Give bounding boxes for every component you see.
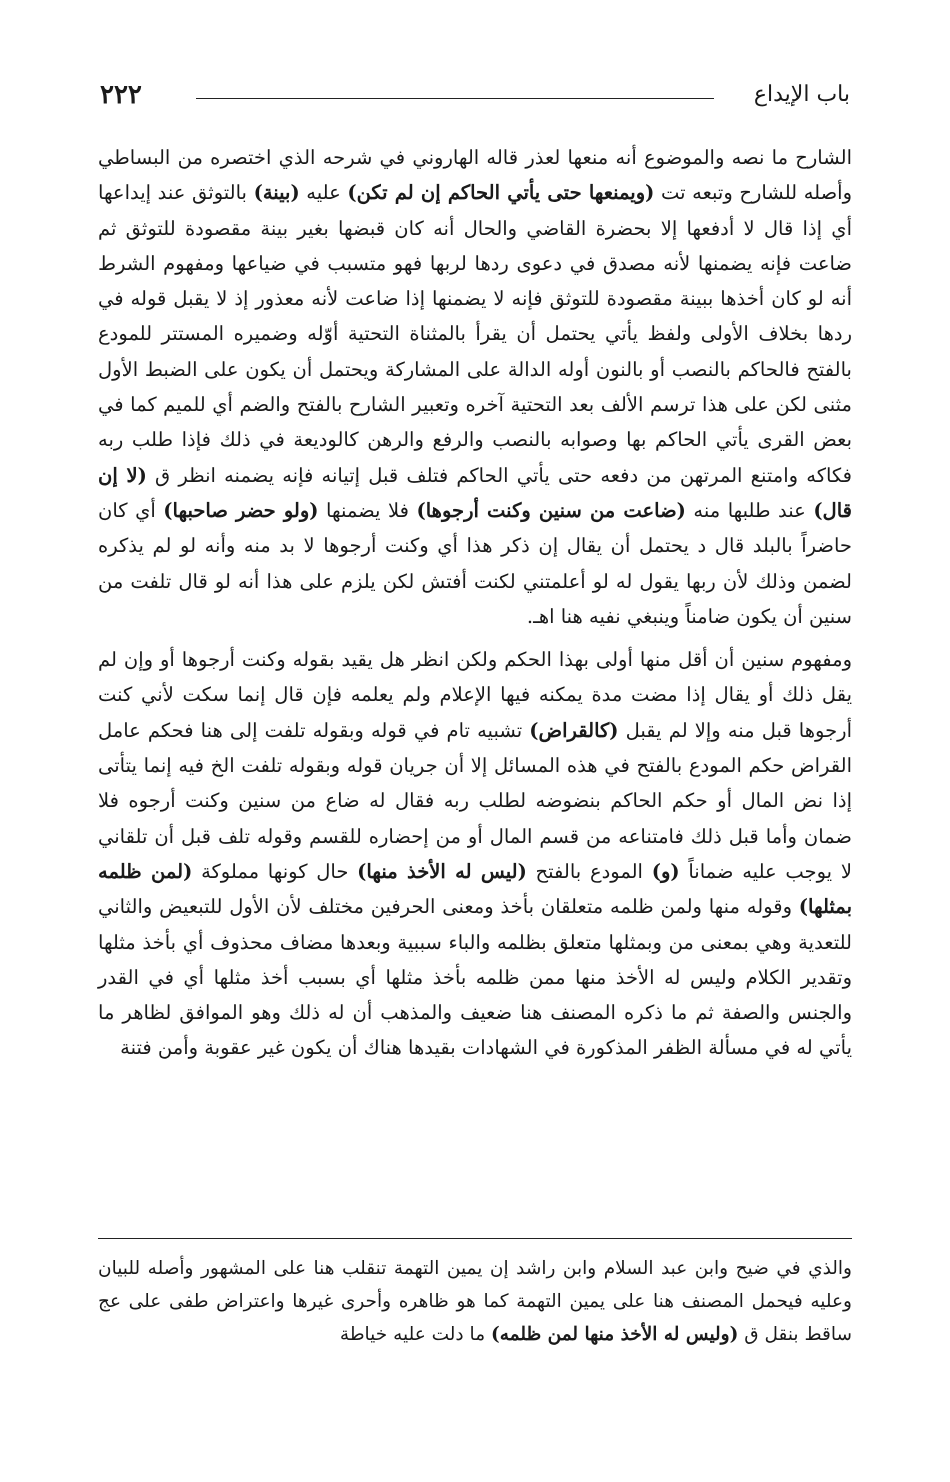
text-run: فلا يضمنها [318, 498, 417, 522]
footnote-separator [98, 1238, 852, 1239]
matn-text: (ولو حضر صاحبها) [163, 498, 319, 522]
page-number: ٢٢٢ [100, 80, 142, 110]
matn-text: (ويمنعها حتى يأتي الحاكم إن لم تكن) [347, 181, 655, 205]
text-run: ومفهوم سنين أن أقل منها أولى بهذا الحكم ولكن انظر هل يقيد بقوله وكنت أرجوها أو وإن لم يقل ذلك أو يقال إذا مضت مدة يمكنه فيها الإعلام ولم يعلمه فإن قال إنما سكت لأني كنت أرجوها قبل منه وإلا لم يقبل [98, 648, 852, 742]
paragraph [98, 642, 852, 1066]
paragraph [98, 140, 852, 634]
matn-text: (ليس له الأخذ منها) [357, 859, 527, 883]
text-run: تشبيه تام في قوله وبقوله تلفت إلى هنا فحكم عامل القراض حكم المودع بالفتح في هذه المسائل إلا أن جريان قوله وبقوله تلفت الخ فيه إنما يتأتى إذا نض المال أو حكم الحاكم بنضوضه لطلب ربه فقال له ضاع من سنين وكنت أرجوه فلا ضمان وأما قبل ذلك فامتناعه من قسم المال أو من إحضاره للقسم وقوله تلف قبل أن تلقاني لا يوجب عليه ضماناً [98, 718, 852, 883]
matn-text: (لا إن قال) [98, 463, 852, 522]
matn-text: (و) [651, 859, 680, 883]
text-run: المودع بالفتح [526, 859, 652, 883]
chapter-title: باب الإيداع [753, 82, 850, 107]
matn-text: (لمن ظلمه بمثلها) [98, 859, 852, 919]
text-run: حال كونها مملوكة [192, 859, 358, 883]
matn-text: (كالقراض) [529, 718, 619, 742]
matn-text: (وليس له الأخذ منها لمن ظلمه) [490, 1324, 739, 1345]
text-run: عليه [299, 181, 348, 205]
footnote [98, 1252, 852, 1351]
text-run: عند طلبها منه [685, 498, 814, 522]
page-header [100, 80, 850, 116]
text-run: الشارح ما نصه والموضوع أنه منعها لعذر قاله الهاروني في شرحه الذي اختصره من البساطي وأصله للشارح وتبعه تت [98, 146, 853, 205]
text-run: بالتوثق عند إيداعها أي إذا قال لا أدفعها إلا بحضرة القاضي والحال أنه كان قبضها بغير بينة مقصودة للتوثق ثم ضاعت فإنه يضمنها لأنه مصدق في دعوى ردها لربها فهو متسبب في ضياعها ومفهوم الشرط أنه لو كان أخذها ببينة مقصودة للتوثق فإنه لا يضمنها إذا ضاعت لأنه معذور إذ لا يقبل قوله في ردها بخلاف الأولى ولفظ يأتي يحتمل أن يقرأ بالمثناة التحتية أوّله وضميره المستتر للمودع بالفتح فالحاكم بالنصب أو بالنون أوله الدالة على المشاركة ويحتمل أن يكون على الضبط الأول مثنى لكن على هذا ترسم الألف بعد التحتية آخره وتعبير الشارح بالفتح والضم أي للميم كما في بعض القرى يأتي الحاكم بها وصوابه بالنصب والرفع والرهن كالوديعة في ذلك فإذا طلب ربه فكاكه وامتنع المرتهن من دفعه حتى يأتي الحاكم فتلف قبل إتيانه فإنه يضمنه انظر ق [98, 181, 853, 487]
text-run: والذي في ضيح وابن عبد السلام وابن راشد إن يمين التهمة تنقلب هنا على المشهور وأصله للبيان وعليه فيحمل المصنف هنا على يمين التهمة كما هو ظاهره وأحرى غيرها واعتراض طفى على عج ساقط بنقل ق [98, 1258, 852, 1345]
matn-text: (ضاعت من سنين وكنت أرجوها) [416, 498, 686, 522]
main-text [98, 140, 852, 1066]
matn-text: (بينة) [253, 181, 300, 205]
text-run: وقوله منها ولمن ظلمه متعلقان بأخذ ومعنى الحرفين مختلف لأن الأول للتبعيض والثاني للتعدية وهي بمعنى من وبمثلها متعلق بظلمه والباء سببية وبعدها مضاف محذوف أي بأخذ مثلها وتقدير الكلام وليس له الأخذ منها ممن ظلمه بأخذ مثلها أي بسبب أخذ مثلها أي في القدر والجنس والصفة ثم ما ذكره المصنف هنا ضعيف والمذهب أن له ذلك وهو الموافق لظاهر ما يأتي له في مسألة الظفر المذكورة في الشهادات بقيدها هناك أن يكون غير عقوبة وأمن فتنة [98, 895, 852, 1060]
footnote-paragraph [98, 1252, 852, 1351]
text-run: ما دلت عليه خياطة [339, 1324, 491, 1345]
text-run: أي كان حاضراً بالبلد قال د يحتمل أن يقال إن ذكر هذا أي وكنت أرجوها لا بد منه وأنه لو لم يذكره لضمن وذلك لأن ربها يقول له لو أعلمتني لكنت أفتش لكن يلزم على هذا أنه لو قال تلفت من سنين أن يكون ضامناً وينبغي نفيه هنا اهـ. [98, 498, 852, 628]
header-rule [196, 98, 714, 99]
